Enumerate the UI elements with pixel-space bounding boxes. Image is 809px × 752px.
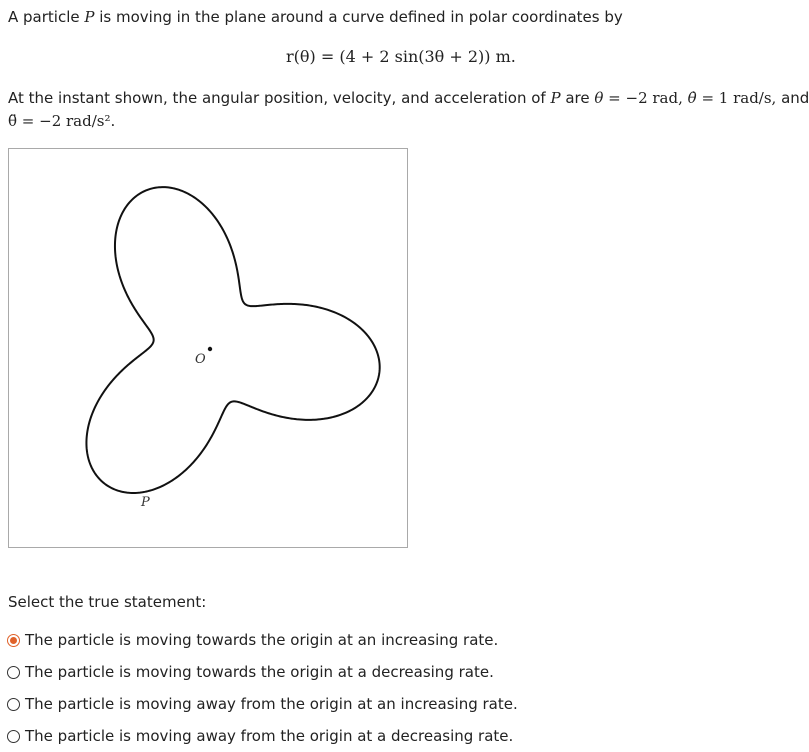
radio-button[interactable] (7, 634, 20, 647)
origin-label: O (195, 352, 206, 367)
answer-option-3[interactable] (7, 693, 518, 715)
curve-figure (8, 148, 408, 548)
polar-curve-svg (9, 149, 409, 549)
problem-intro: A particle P is moving in the plane around a curve defined in polar coordinates by (8, 8, 623, 26)
polar-curve (86, 187, 379, 493)
answer-option-label: The particle is moving away from the origin at an increasing rate. (25, 695, 518, 713)
radio-button[interactable] (7, 666, 20, 679)
particle-label: P (141, 495, 150, 510)
answer-option-1[interactable] (7, 629, 498, 651)
origin-dot (208, 347, 212, 351)
radio-button[interactable] (7, 730, 20, 743)
instant-conditions-line2: θ̈ = −2 rad/s². (8, 112, 116, 130)
instant-conditions-line1: At the instant shown, the angular position, velocity, and acceleration of P are θ = −2 rad, θ̇ = 1 rad/s, and (8, 89, 809, 107)
answer-option-label: The particle is moving away from the origin at a decreasing rate. (25, 727, 514, 745)
position-formula: r(θ) = (4 + 2 sin(3θ + 2)) m. (286, 47, 516, 66)
question-prompt: Select the true statement: (8, 593, 207, 611)
answer-option-label: The particle is moving towards the origin at an increasing rate. (25, 631, 499, 649)
answer-option-2[interactable] (7, 661, 494, 683)
answer-option-4[interactable] (7, 725, 513, 747)
radio-button[interactable] (7, 698, 20, 711)
answer-option-label: The particle is moving towards the origin at a decreasing rate. (25, 663, 494, 681)
